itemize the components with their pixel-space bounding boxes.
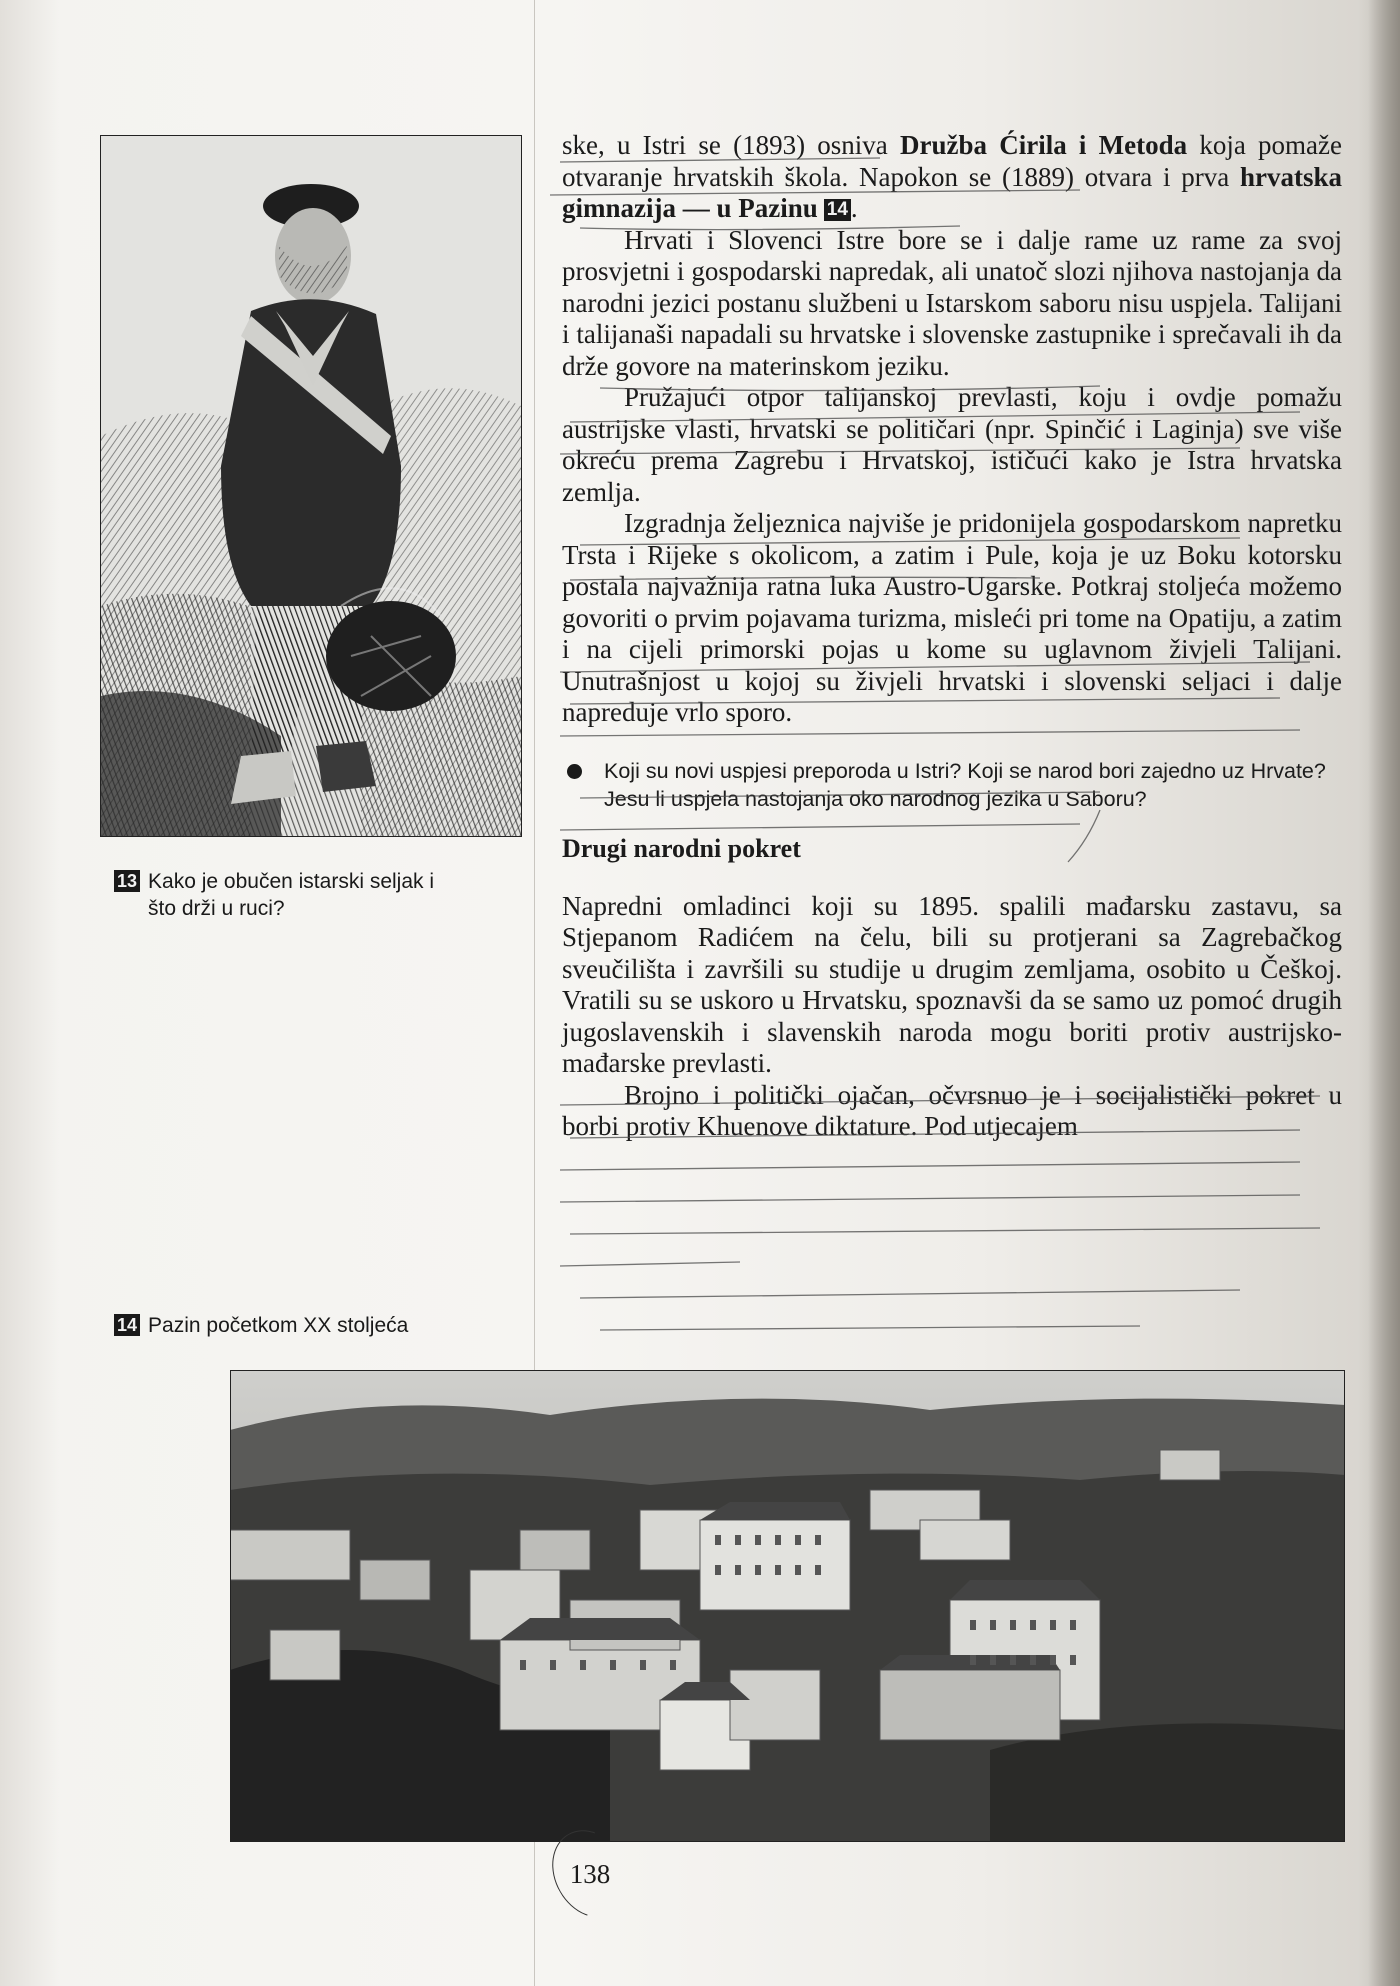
pazin-town-photo [230,1370,1345,1842]
figure-13-caption [114,868,464,922]
figure-14-pazin-photo [230,1370,1345,1842]
section-heading: Drugi narodni pokret [562,833,801,863]
main-text-column [562,130,1342,1143]
p1-text-a: ske, u Istri se (1893) osniva [562,130,900,160]
paragraph-1 [562,130,1342,225]
review-question-text: Koji su novi uspjesi preporoda u Istri? Koji se narod bori zajedno uz Hrvate? Jesu li uspjela nastojanja oko narodnog jezika u Saboru? [604,758,1326,811]
figure-13-caption-text: Kako je obučen istarski seljak i što drži u ruci? [148,870,435,920]
page-edge-shadow [1368,0,1400,1986]
figure-14-caption-text: Pazin početkom XX stoljeća [148,1314,409,1337]
page-fold-shadow [0,0,60,1986]
figure-13-peasant-engraving [100,135,522,837]
paragraph-3: Pružajući otpor talijanskoj prevlasti, koju i ovdje pomažu austrijske vlasti, hrvatski se političari (npr. Spinčić i Laginja) sve više okreću prema Zagrebu i Hrvatskoj, ističući kako je Istra hrvatska zemlja. [562,382,1342,507]
page-number: 138 [569,1859,611,1889]
figure-14-caption [114,1312,514,1339]
paragraph-6: Brojno i politički ojačan, očvrsnuo je i socijalistički pokret u borbi protiv Khuenove diktature. Pod utjecajem [562,1079,1342,1141]
p1-text-c: koja pomaže otvaranje hrvatskih škola. Napokon se (1889) otvara i prva [562,130,1342,192]
figure-13-number: 13 [114,870,140,892]
bullet-icon [567,764,582,779]
p1-bold-druzba: Družba Ćirila i Metoda [900,130,1188,160]
review-question [562,757,1342,813]
paragraph-2: Hrvati i Slovenci Istre bore se i dalje rame uz rame za svoj prosvjetni i gospodarski napredak, ali unatoč slozi njihova nastojanja da narodni jezici postanu službeni u Istarskom saboru nisu uspjela. Talijani i talijanaši napadali su hrvatske i slovenske zastupnike i sprečavali ih da drže govore na materinskom jeziku. [562,224,1342,381]
p1-text-end: . [850,193,858,223]
paragraph-5: Napredni omladinci koji su 1895. spalili mađarsku zastavu, sa Stjepanom Radićem na čelu, bili su protjerani sa Zagrebačkog sveučilišta i završili su studije u drugim zemljama, osobito u Češkoj. Vratili su se uskoro u Hrvatsku, spoznavši da se samo uz pomoć drugih jugoslavenskih i slavenskih naroda mogu boriti protiv austrijsko-mađarske prevlasti. [562,890,1342,1078]
peasant-illustration [101,136,521,836]
paragraph-4: Izgradnja željeznica najviše je pridonijela gospodarskom napretku Trsta i Rijeke s okolicom, a zatim i Pule, koja je uz Boku kotorsku postala najvažnija ratna luka Austro-Ugarske. Potkraj stoljeća možemo govoriti o prvim pojavama turizma, misleći pri tome na Opatiju, a zatim i na cijeli primorski pojas u kome su uglavnom živjeli Talijani. Unutrašnjost u kojoj su živjeli hrvatski i slovenski seljaci i dalje napreduje vrlo sporo. [562,508,1342,727]
p1-bold-gimnazija: hrvatska gimnazija — u Pazinu [562,161,1342,223]
figure-14-ref-badge: 14 [824,199,851,221]
figure-14-number: 14 [114,1314,140,1336]
